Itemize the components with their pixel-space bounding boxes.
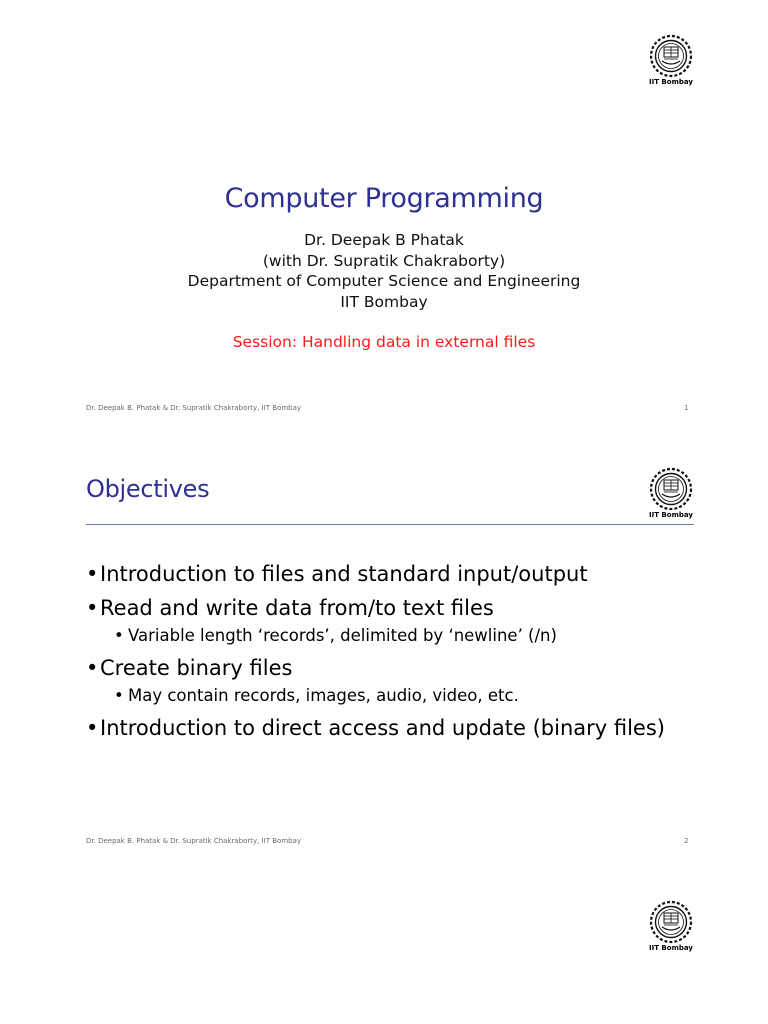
iit-bombay-emblem-icon [649,900,693,944]
session-title: Session: Handling data in external files [232,333,536,351]
slide-title: Objectives [86,475,210,503]
author-line: IIT Bombay [340,292,428,311]
logo-caption: IIT Bombay [649,78,693,86]
author-block [0,230,768,312]
iit-bombay-emblem-icon [649,34,693,78]
slide-number: 1 [684,404,689,412]
iit-bombay-emblem-icon [649,467,693,511]
author-line: (with Dr. Supratik Chakraborty) [262,251,506,270]
sub-bullet-item: • Variable length ‘records’, delimited by ‘newline’ (/n) [86,625,726,647]
objectives-list [86,561,726,749]
slide-footer: Dr. Deepak B. Phatak & Dr. Supratik Chakraborty, IIT Bombay [86,837,302,845]
author-line: Department of Computer Science and Engineering [187,272,581,290]
slide-3 [0,866,768,1024]
slide-number: 2 [684,837,689,845]
sub-bullet-item: • May contain records, images, audio, video, etc. [86,685,726,707]
bullet-item: • Introduction to direct access and update (binary files) [86,715,726,741]
slide-2 [0,433,768,866]
iit-bombay-logo [646,34,696,86]
logo-caption: IIT Bombay [649,511,693,519]
iit-bombay-logo [646,467,696,519]
bullet-item: • Introduction to files and standard input/output [86,561,726,587]
title-divider [86,524,694,525]
slide-footer: Dr. Deepak B. Phatak & Dr. Supratik Chakraborty, IIT Bombay [86,404,302,412]
iit-bombay-logo [646,900,696,952]
bullet-item: • Create binary files [86,655,726,681]
presentation-title: Computer Programming [224,183,544,214]
logo-caption: IIT Bombay [649,944,693,952]
author-line: Dr. Deepak B Phatak [304,231,464,249]
bullet-item: • Read and write data from/to text files [86,595,726,621]
slide-1 [0,0,768,433]
